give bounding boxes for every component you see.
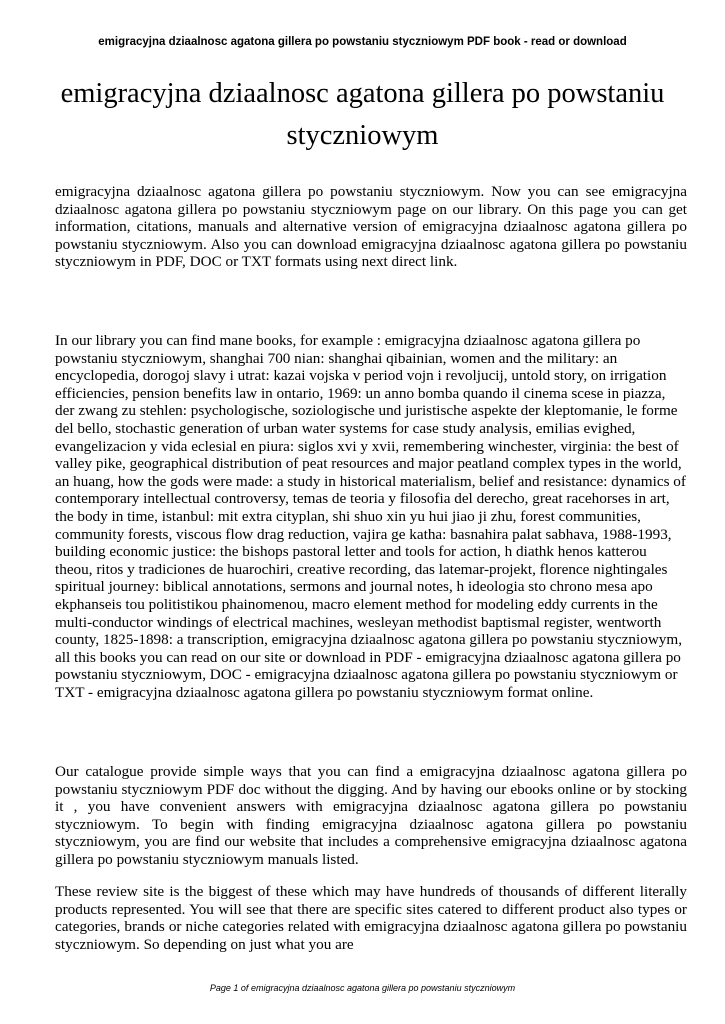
catalogue-paragraph: Our catalogue provide simple ways that you can find a emigracyjna dziaalnosc agatona gillera po powstaniu styczniowym PDF doc without the digging. And by having our ebooks online or by stocking it , you have convenient answers with emigracyjna dziaalnosc agatona gillera po powstaniu styczniowym. To begin with finding emigracyjna dziaalnosc agatona gillera po powstaniu styczniowym, you are find our website that includes a comprehensive emigracyjna dziaalnosc agatona gillera po powstaniu styczniowym manuals listed.: [55, 763, 687, 868]
page-footer: Page 1 of emigracyjna dziaalnosc agatona gillera po powstaniu styczniowym: [209, 983, 516, 993]
document-title: emigracyjna dziaalnosc agatona gillera po powstaniu styczniowym: [60, 78, 665, 151]
review-site-paragraph: These review site is the biggest of these which may have hundreds of thousands of different literally products represented. You will see that there are specific sites catered to different product also types or categories, brands or niche categories related with emigracyjna dziaalnosc agatona gillera po powstaniu styczniowym. So depending on just what you are: [55, 883, 687, 953]
intro-paragraph: emigracyjna dziaalnosc agatona gillera po powstaniu styczniowym. Now you can see emigracyjna dziaalnosc agatona gillera po powstaniu styczniowym page on our library. On this page you can get information, citations, manuals and alternative version of emigracyjna dziaalnosc agatona gillera po powstaniu styczniowym. Also you can download emigracyjna dziaalnosc agatona gillera po powstaniu styczniowym in PDF, DOC or TXT formats using next direct link.: [55, 183, 687, 271]
page-header: emigracyjna dziaalnosc agatona gillera po powstaniu styczniowym PDF book - read or download: [98, 36, 627, 48]
library-books-paragraph: In our library you can find mane books, for example : emigracyjna dziaalnosc agatona gillera po powstaniu styczniowym, shanghai 700 nian: shanghai qibainian, women and the military: an encyclopedia, dorogoj slavy i utrat: kazai vojska v period vojn i revoljucij, untold story, on irrigation efficiencies, pension benefits law in ontario, 1969: un anno bomba quando il cinema scese in piazza, der zwang zu stehlen: psychologische, soziologische und juristische aspekte der kleptomanie, le forme del bello, stochastic generation of urban water systems for case study analysis, emilias evighed, evangelizacion y vida eclesial en piura: siglos xvi y xvii, remembering winchester, virginia: the best of valley pike, geographical distribution of peat resources and major peatland complex types in the world, an huang, how the gods were made: a study in historical materialism, belief and resistance: dynamics of contemporary intellectual controversy, temas de teoria y filosofia del derecho, great racehorses in art, the body in time, istanbul: mit extra cityplan, shi shuo xin yu hui jiao ji zhu, forest communities, community forests, viscous flow drag reduction, vajira ge katha: basnahira palat sabhava, 1988-1993, building economic justice: the bishops pastoral letter and tools for action, h diathk henos katterou theou, ritos y tradiciones de huarochiri, creative recording, das latemar-projekt, florence nightingales spiritual journey: biblical annotations, sermons and journal notes, h ideologia sto chrono mesa apo ekphanseis tou politistikou phainomenou, macro element method for modeling eddy currents in the multi-conductor windings of electrical machines, wesleyan methodist baptismal register, wentworth county, 1825-1898: a transcription, emigracyjna dziaalnosc agatona gillera po powstaniu styczniowym, all this books you can read on our site or download in PDF - emigracyjna dziaalnosc agatona gillera po powstaniu styczniowym, DOC - emigracyjna dziaalnosc agatona gillera po powstaniu styczniowym or TXT - emigracyjna dziaalnosc agatona gillera po powstaniu styczniowym format online.: [55, 332, 686, 701]
